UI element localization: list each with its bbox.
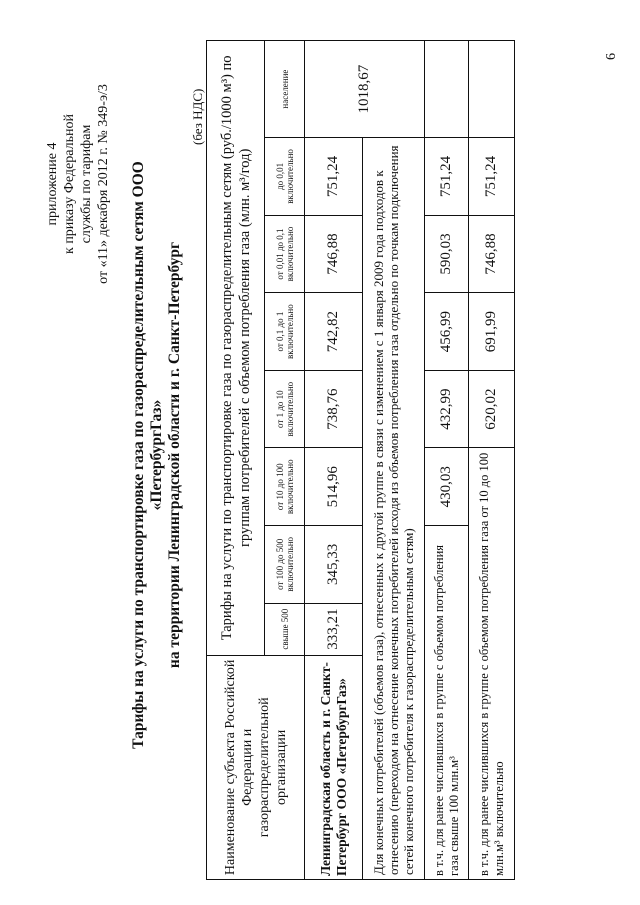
value-cell: 456,99 xyxy=(425,293,469,371)
region-name: Ленинградская область и г. Санкт-Петербург ООО «ПетербургГаз» xyxy=(305,655,363,879)
vat-note: (без НДС) xyxy=(190,88,205,145)
value-cell: 514,96 xyxy=(305,448,363,526)
empty-cell xyxy=(469,41,515,138)
group-header: от 10 до 100 включительно xyxy=(265,448,305,526)
value-cell: 691,99 xyxy=(469,293,515,371)
population-value: 1018,67 xyxy=(305,41,425,138)
value-cell: 738,76 xyxy=(305,370,363,448)
group-header: до 0,01 включительно xyxy=(265,138,305,216)
empty-cell xyxy=(425,41,469,138)
group-header: от 1 до 10 включительно xyxy=(265,370,305,448)
appendix-block xyxy=(44,69,112,299)
table-header-row xyxy=(207,41,265,880)
appendix-line-3: службы по тарифам xyxy=(79,124,94,244)
header-tariffs-cell: Тарифы на услуги по транспортировке газа по газораспределительным сетям (руб./1000 м³) по группам потребителей с объемом потребления газа (млн. м³/год) xyxy=(207,41,265,656)
value-cell: 751,24 xyxy=(469,138,515,216)
group-header: от 0,1 до 1 включительно xyxy=(265,293,305,371)
row-a-name: в т.ч. для ранее числившихся в группе с объемом потребления газа свыше 100 млн.м³ xyxy=(425,526,469,880)
header-name-cell: Наименование субъекта Российской Федерации и газораспределительной организации xyxy=(207,655,305,879)
table-note-row xyxy=(363,41,425,880)
value-cell: 742,82 xyxy=(305,293,363,371)
value-cell: 333,21 xyxy=(305,603,363,655)
group-header: от 0,01 до 0,1 включительно xyxy=(265,215,305,293)
value-cell: 620,02 xyxy=(469,370,515,448)
group-header: население xyxy=(265,41,305,138)
tariff-table xyxy=(206,40,515,880)
page-number: 6 xyxy=(604,53,619,60)
value-cell: 590,03 xyxy=(425,215,469,293)
value-cell: 751,24 xyxy=(425,138,469,216)
group-header: свыше 500 xyxy=(265,603,305,655)
value-cell: 751,24 xyxy=(305,138,363,216)
value-cell: 432,99 xyxy=(425,370,469,448)
appendix-line-2: к приказу Федеральной xyxy=(62,114,77,254)
table-row xyxy=(469,41,515,880)
group-header: от 100 до 500 включительно xyxy=(265,526,305,604)
value-cell: 430,03 xyxy=(425,448,469,526)
appendix-line-4: от «11» декабря 2012 г. № 349-э/3 xyxy=(96,84,111,284)
value-cell: 746,88 xyxy=(469,215,515,293)
value-cell: 746,88 xyxy=(305,215,363,293)
table-note: Для конечных потребителей (объемов газа), отнесенных к другой группе в связи с изменением с 1 января 2009 года подходов к отнесению (переходом на отнесение конечных потребителей исходя из объемов потребления газа отдельно по точкам подключения сетей конечного потребителя к газораспределительным сетям) xyxy=(363,138,425,880)
document-title xyxy=(130,105,184,805)
appendix-line-1: приложение 4 xyxy=(45,142,60,226)
title-line-2: на территории Ленинградской области и г. Санкт-Петербург xyxy=(166,241,183,669)
table-row xyxy=(425,41,469,880)
title-line-1: Тарифы на услуги по транспортировке газа по газораспределительным сетям ООО «ПетербургГаз» xyxy=(130,161,165,749)
table-row xyxy=(305,41,363,880)
row-b-name: в т.ч. для ранее числившихся в группе с объемом потребления газа от 10 до 100 млн.м³ включительно xyxy=(469,448,515,880)
value-cell: 345,33 xyxy=(305,526,363,604)
